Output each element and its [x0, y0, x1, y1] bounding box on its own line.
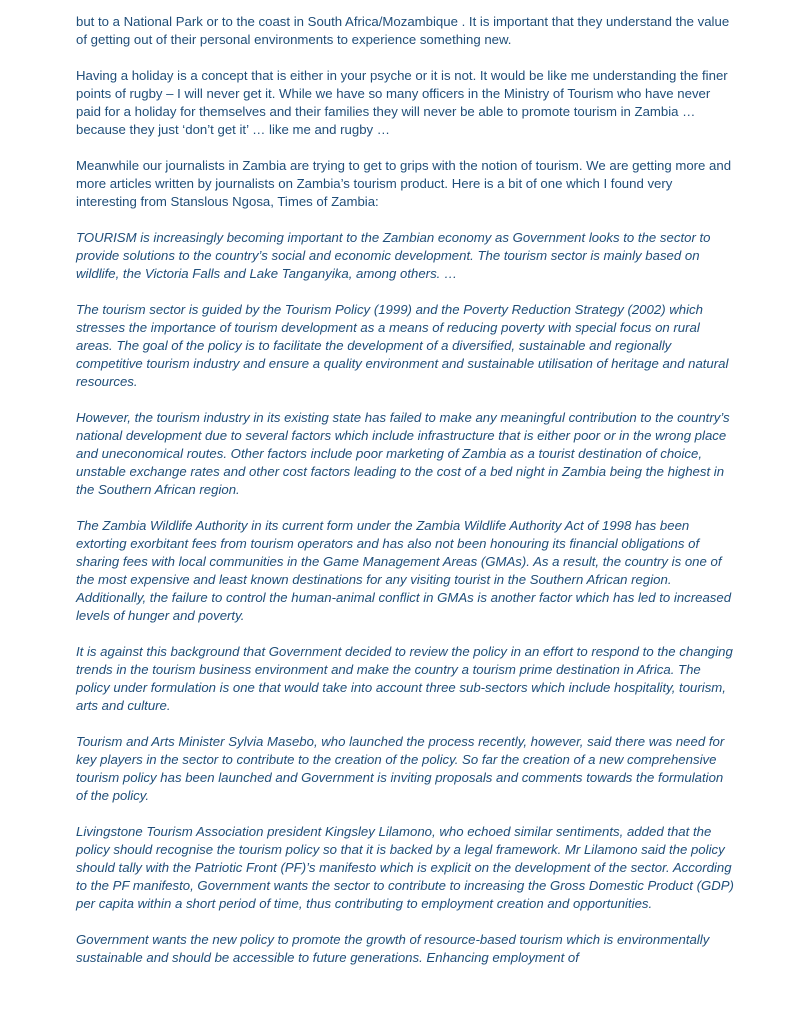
quoted-paragraph: Government wants the new policy to promote the growth of resource-based tourism which is environmentally sustainable and should be accessible to future generations. Enhancing employment of [76, 932, 710, 965]
document-page [76, 13, 736, 967]
quoted-paragraph: TOURISM is increasingly becoming important to the Zambian economy as Government looks to the sector to provide solutions to the country’s social and economic development. The tourism sector is mainly based on wildlife, the Victoria Falls and Lake Tanganyika, among others. … [76, 230, 711, 281]
quoted-paragraph: However, the tourism industry in its existing state has failed to make any meaningful contribution to the country’s national development due to several factors which include infrastructure that is either poor or in the wrong place and uneconomical routes. Other factors include poor marketing of Zambia as a tourist destination of choice, unstable exchange rates and other cost factors leading to the cost of a bed night in Zambia being the highest in the Southern African region. [76, 410, 730, 497]
quoted-paragraph: The Zambia Wildlife Authority in its current form under the Zambia Wildlife Authority Act of 1998 has been extorting exorbitant fees from tourism operators and has also not been honouring its financial obligations of sharing fees with local communities in the Game Management Areas (GMAs). As a result, the country is one of the most expensive and least known destinations for any visiting tourist in the Southern African region. Additionally, the failure to control the human-animal conflict in GMAs is another factor which has led to increased levels of hunger and poverty. [76, 518, 732, 623]
quoted-paragraph: Tourism and Arts Minister Sylvia Masebo, who launched the process recently, however, said there was need for key players in the sector to contribute to the creation of the policy. So far the creation of a new comprehensive tourism policy has been launched and Government is inviting proposals and comments towards the formulation of the policy. [76, 734, 725, 803]
body-paragraph: Having a holiday is a concept that is either in your psyche or it is not. It would be like me understanding the finer points of rugby – I will never get it. While we have so many officers in the Ministry of Tourism who have never paid for a holiday for themselves and their families they will never be able to promote tourism in Zambia … because they just ‘don’t get it’ … like me and rugby … [76, 68, 728, 137]
quoted-paragraph: The tourism sector is guided by the Tourism Policy (1999) and the Poverty Reduction Strategy (2002) which stresses the importance of tourism development as a means of reducing poverty with special focus on rural areas. The goal of the policy is to facilitate the development of a diversified, sustainable and regionally competitive tourism industry and ensure a quality environment and sustainable utilisation of heritage and natural resources. [76, 302, 729, 389]
quoted-paragraph: It is against this background that Government decided to review the policy in an effort to respond to the changing trends in the tourism business environment and make the country a tourism prime destination in Africa. The policy under formulation is one that would take into account three sub-sectors which include hospitality, tourism, arts and culture. [76, 644, 733, 713]
quoted-paragraph: Livingstone Tourism Association president Kingsley Lilamono, who echoed similar sentiments, added that the policy should recognise the tourism policy so that it is backed by a legal framework. Mr Lilamono said the policy should tally with the Patriotic Front (PF)’s manifesto which is explicit on the development of the sector. According to the PF manifesto, Government wants the sector to contribute to increasing the Gross Domestic Product (GDP) per capita within a short period of time, thus contributing to employment creation and opportunities. [76, 824, 734, 911]
body-paragraph: but to a National Park or to the coast in South Africa/Mozambique . It is important that they understand the value of getting out of their personal environments to experience something new. [76, 14, 730, 47]
body-paragraph: Meanwhile our journalists in Zambia are trying to get to grips with the notion of tourism. We are getting more and more articles written by journalists on Zambia’s tourism product. Here is a bit of one which I found very interesting from Stanslous Ngosa, Times of Zambia: [76, 158, 732, 209]
